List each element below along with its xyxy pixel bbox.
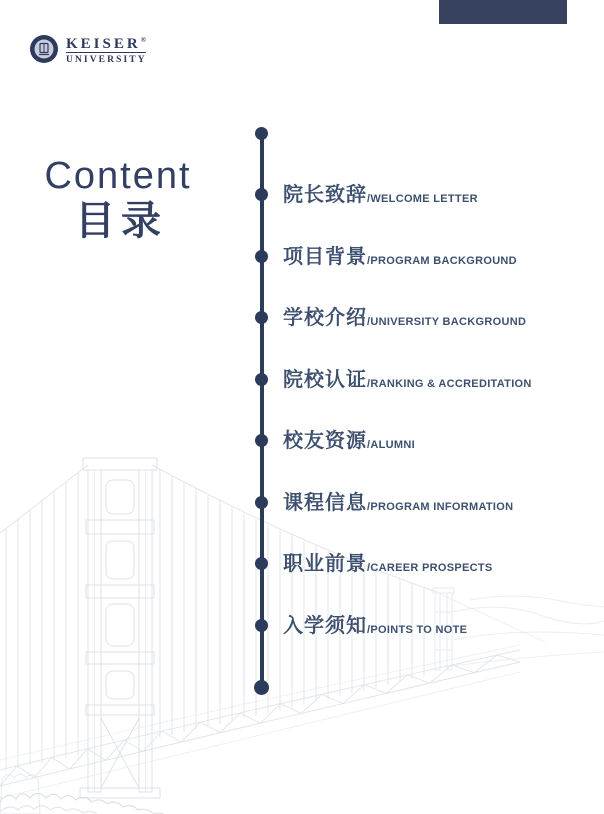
timeline-node-dot [255, 496, 268, 509]
toc-item-title-zh: 院长致辞 [283, 184, 367, 206]
timeline-node-dot [255, 619, 268, 632]
timeline-node-dot [255, 250, 268, 263]
toc-item-points-to-note [283, 612, 467, 640]
toc-item-title-zh: 职业前景 [283, 553, 367, 575]
timeline-node-dot [255, 557, 268, 570]
toc-item-ranking-accreditation [283, 366, 532, 394]
toc-item-university-background [283, 304, 526, 332]
toc-item-title-zh: 院校认证 [283, 369, 367, 391]
registered-mark: ® [140, 36, 146, 44]
toc-item-title-en: /RANKING & ACCREDITATION [367, 378, 532, 390]
toc-item-title-zh: 课程信息 [283, 492, 367, 514]
toc-item-title-en: /POINTS TO NOTE [367, 624, 468, 636]
logo-name: KEISER® [66, 36, 146, 52]
timeline-node-dot [255, 434, 268, 447]
timeline-node-dot [255, 311, 268, 324]
toc-item-title-zh: 学校介绍 [283, 307, 367, 329]
timeline-node-dot [255, 188, 268, 201]
toc-item-title-zh: 项目背景 [283, 246, 367, 268]
toc-item-title-en: /ALUMNI [367, 439, 415, 451]
toc-item-title-en: /WELCOME LETTER [367, 193, 478, 205]
toc-item-title-en: /PROGRAM INFORMATION [367, 501, 514, 513]
page-title-english: Content [44, 155, 192, 197]
timeline-node-dot [255, 373, 268, 386]
toc-item-career-prospects [283, 550, 493, 578]
toc-item-title-zh: 校友资源 [283, 430, 367, 452]
toc-item-alumni [283, 427, 415, 455]
toc-item-program-background [283, 243, 517, 271]
logo-subname: UNIVERSITY [66, 55, 147, 65]
toc-item-title-en: /UNIVERSITY BACKGROUND [367, 316, 527, 328]
toc-item-title-zh: 入学须知 [283, 615, 367, 637]
page-title-chinese: 目录 [75, 199, 167, 243]
toc-item-title-en: /CAREER PROSPECTS [367, 562, 493, 574]
toc-item-welcome-letter [283, 181, 478, 209]
toc-item-title-en: /PROGRAM BACKGROUND [367, 255, 517, 267]
toc-item-program-information [283, 489, 513, 517]
